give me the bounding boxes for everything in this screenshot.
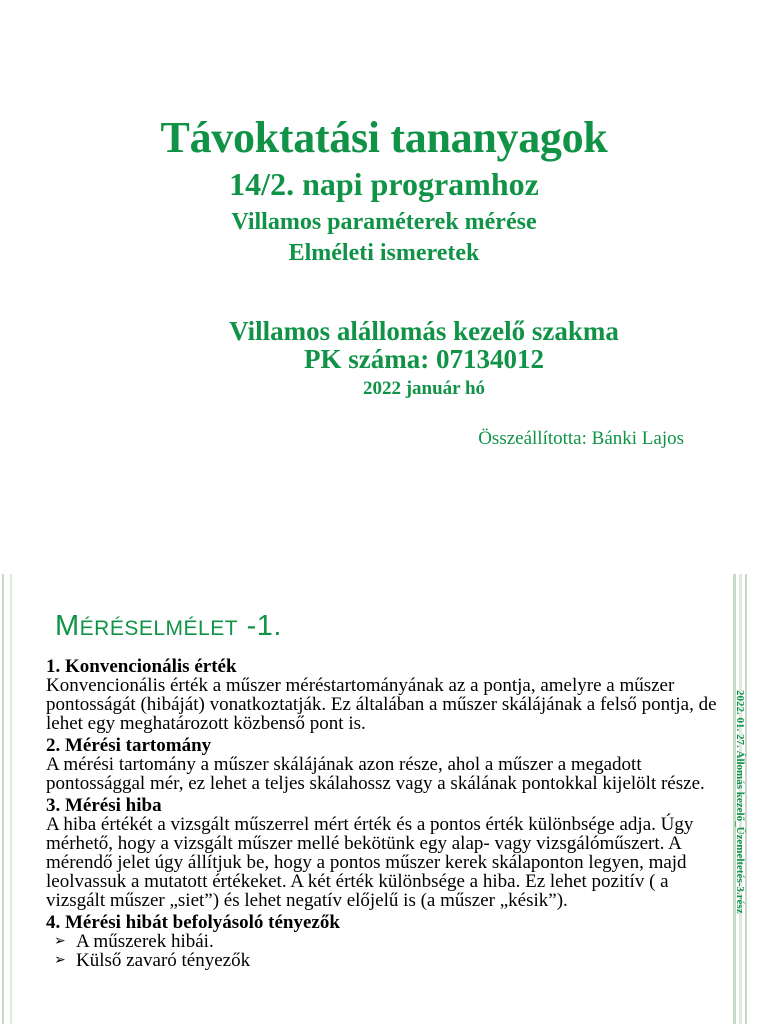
profession: Villamos alállomás kezelő szakma	[229, 316, 619, 346]
side-label: 2022. 01. 27. Állomás kezelő_Üzemeltetés-3.rész	[734, 690, 746, 914]
section-body: A hiba értékét a vizsgált műszerrel mért érték és a pontos érték különbsége adja. Úgy mérhető, hogy a vizsgált műszer mellé bekötünk egy alap- vagy vizsgálóműszert. A mérendő jelet úgy állítjuk be, hogy a pontos műszer kerek skálaponton legyen, majd leolvassuk a mutatott értékeket. A két érték különbsége a hiba. Ez lehet pozitív ( a vizsgált műszer „siet”) és lehet negatív előjelű is (a műszer „késik”).	[46, 814, 694, 911]
section-heading: 2. Mérési tartomány	[46, 735, 212, 756]
left-border	[2, 574, 12, 1024]
page-title: Távoktatási tananyagok	[160, 113, 608, 162]
slide-title-suffix: -1.	[238, 610, 282, 642]
content-slide	[0, 574, 768, 1024]
section-heading: 1. Konvencionális érték	[46, 656, 237, 677]
section-body: Konvencionális érték a műszer méréstartományának az a pontja, amelyre a műszer pontosságát (hibáját) vonatkoztatják. Ez általában a műszer skálájának a felső pontja, de lehet egy meghatározott közbenső pont is.	[46, 675, 717, 734]
author: Összeállította: Bánki Lajos	[478, 428, 684, 449]
slide-title	[55, 610, 282, 643]
section-heading: 3. Mérési hiba	[46, 795, 162, 816]
slide-title-first: M	[55, 610, 80, 642]
slide-title-rest: ÉRÉSELMÉLET	[79, 617, 239, 640]
subtitle: 14/2. napi programhoz	[229, 166, 539, 202]
list-item: ➢ A műszerek hibái.	[76, 932, 726, 951]
topic: Villamos paraméterek mérése	[231, 209, 537, 235]
bullet-list	[46, 932, 726, 970]
section-body: A mérési tartomány a műszer skálájának azon része, ahol a műszer a megadott pontossággal mér, ez lehet a teljes skálahossz vagy a skálának pontokkal kijelölt része.	[46, 754, 705, 794]
subtopic: Elméleti ismeretek	[288, 240, 480, 266]
date: 2022 január hó	[362, 378, 486, 399]
section-heading: 4. Mérési hibát befolyásoló tényezők	[46, 912, 340, 933]
slide-content	[46, 654, 726, 970]
pk-number: PK száma: 07134012	[304, 344, 544, 374]
list-item: ➢ Külső zavaró tényezők	[76, 951, 726, 970]
